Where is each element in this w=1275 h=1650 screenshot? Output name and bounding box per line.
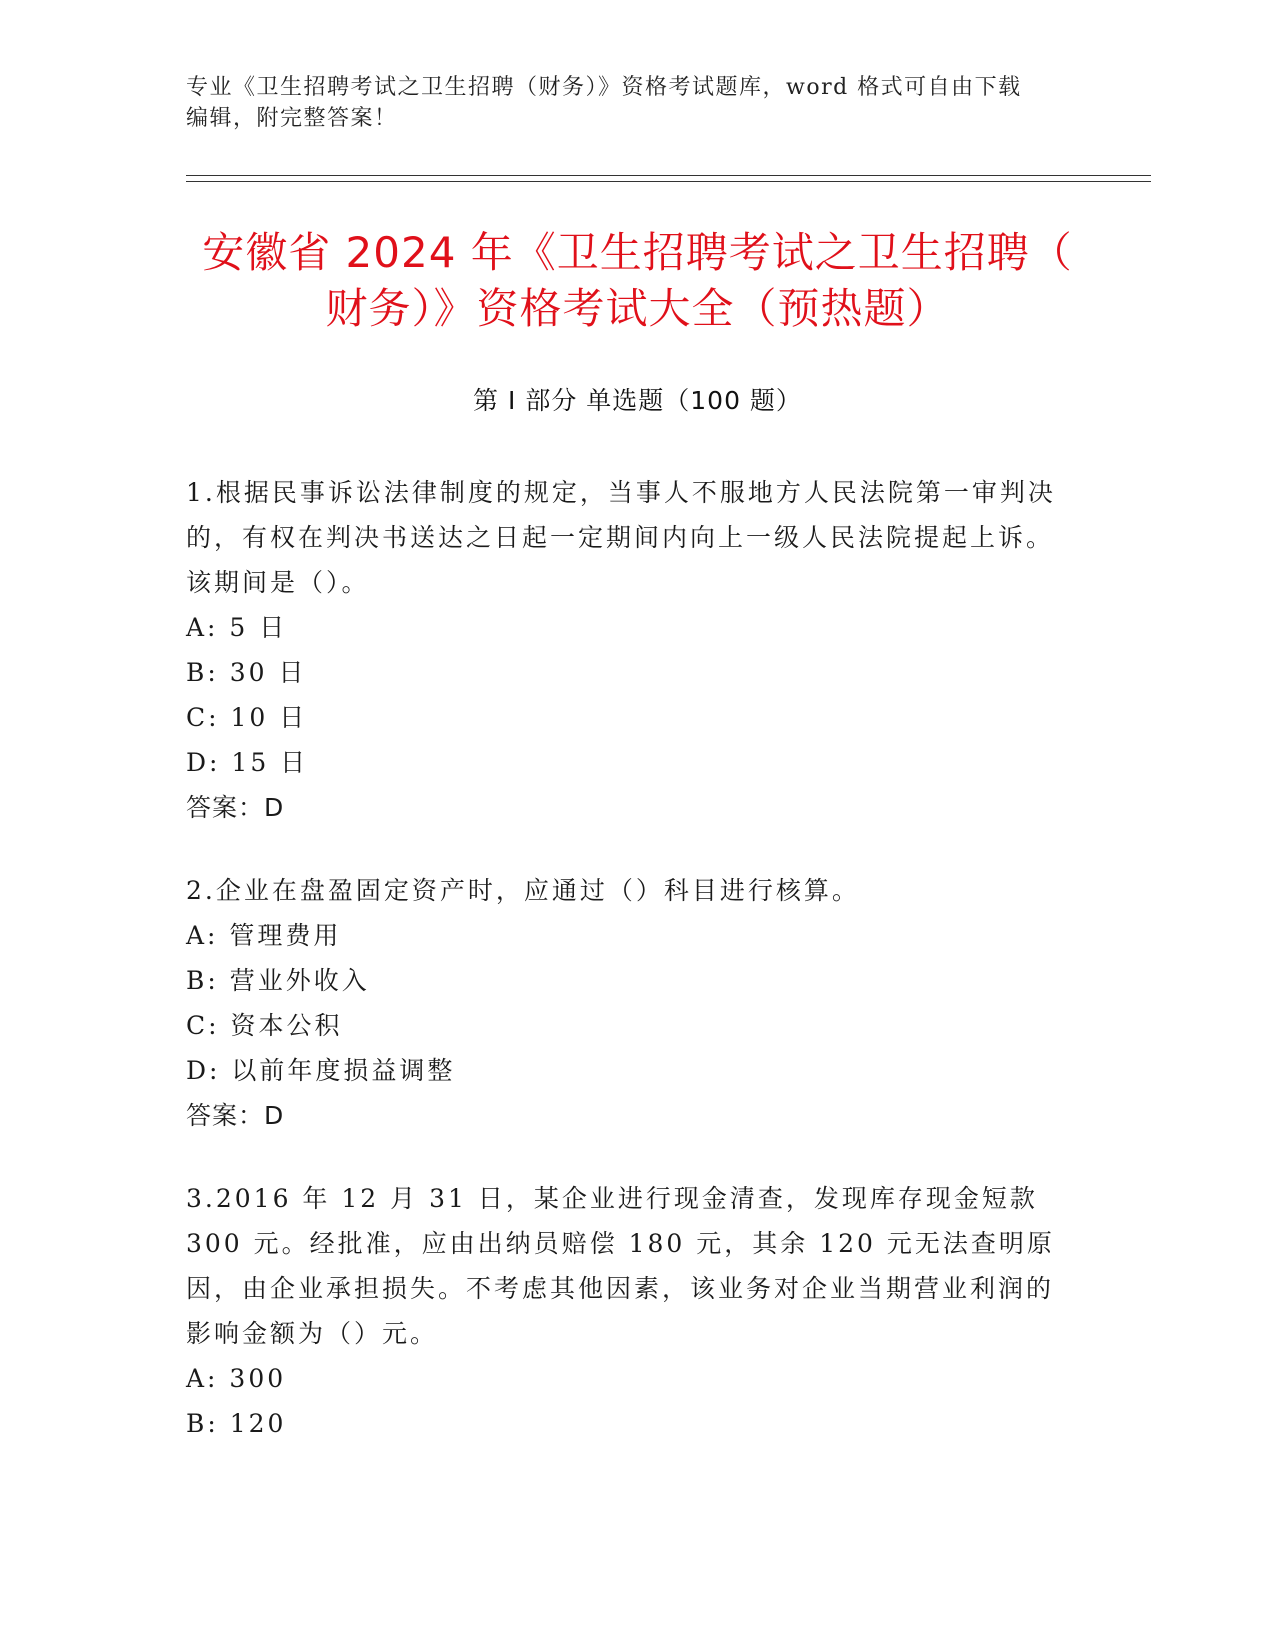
header-divider-top xyxy=(186,175,1151,176)
question-stem: 3.2016 年 12 月 31 日，某企业进行现金清查，发现库存现金短款 300 元。经批准，应由出纳员赔偿 180 元，其余 120 元无法查明原因，由企业承担损失。不考虑其他因素，该业务对企业当期营业利润的影响金额为（）元。 xyxy=(186,1184,1055,1348)
document-title-line-2: 财务）》资格考试大全（预热题） xyxy=(325,284,950,333)
option-c: C: 10 日 xyxy=(186,703,308,732)
document-title xyxy=(150,225,1125,337)
header-note xyxy=(186,72,1066,134)
question-list xyxy=(186,470,1066,1484)
question-2 xyxy=(186,868,1066,1138)
question-stem: 2.企业在盘盈固定资产时，应通过（）科目进行核算。 xyxy=(186,876,860,905)
option-d: D: 以前年度损益调整 xyxy=(186,1056,456,1085)
option-b: B: 120 xyxy=(186,1409,287,1438)
option-b: B: 30 日 xyxy=(186,658,307,687)
option-b: B: 营业外收入 xyxy=(186,966,370,995)
header-note-line-1: 专业《卫生招聘考试之卫生招聘（财务）》资格考试题库，word 格式可自由下载 xyxy=(186,75,1022,100)
option-a: A: 管理费用 xyxy=(186,921,342,950)
section-title: 第 I 部分 单选题（100 题） xyxy=(473,386,802,415)
header-divider-bottom xyxy=(186,181,1151,182)
answer: 答案：D xyxy=(186,793,285,822)
header-note-line-2: 编辑，附完整答案！ xyxy=(186,106,398,131)
question-1 xyxy=(186,470,1066,830)
option-a: A: 5 日 xyxy=(186,613,288,642)
question-3 xyxy=(186,1176,1066,1446)
question-stem: 1.根据民事诉讼法律制度的规定，当事人不服地方人民法院第一审判决的，有权在判决书送达之日起一定期间内向上一级人民法院提起上诉。该期间是（）。 xyxy=(186,478,1056,597)
option-a: A: 300 xyxy=(186,1364,287,1393)
answer: 答案：D xyxy=(186,1101,285,1130)
option-c: C: 资本公积 xyxy=(186,1011,343,1040)
document-title-line-1: 安徽省 2024 年《卫生招聘考试之卫生招聘（ xyxy=(202,228,1073,277)
option-d: D: 15 日 xyxy=(186,748,309,777)
